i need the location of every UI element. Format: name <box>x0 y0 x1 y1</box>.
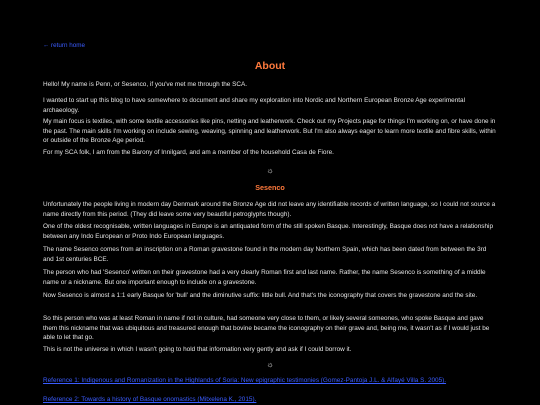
sesenco-paragraph-6: So this person who was at least Roman in name if not in culture, had someone very close to them, or likely several someones, who spoke Basque and gave them this nickname that was ubiquitous and treasured enough that bovine became the iconography on their grave and, being me, it wasn't as if I would just be able to let that go. <box>43 315 490 342</box>
reference-link-1[interactable]: Reference 1: Indigenous and Romanization in the Highlands of Soria: New epigraphic testimonies (Gomez-Pantoja J.L. & Alfayé Villa S. 2005). <box>43 377 447 384</box>
about-paragraph-purpose: I wanted to start up this blog to have somewhere to document and share my exploration into Nordic and Northern European Bronze Age experimental archaeology. <box>43 97 466 114</box>
sesenco-paragraph-5: Now Sesenco is almost a 1:1 early Basque for 'bull' and the diminutive suffix: little bull. And that's the iconography that covers the gravestone and the site. <box>43 292 478 299</box>
sesenco-heading: Sesenco <box>255 183 285 192</box>
about-heading: About <box>254 60 286 72</box>
about-paragraph-intro: Hello! My name is Penn, or Sesenco, if you've met me through the SCA. <box>43 81 248 88</box>
sesenco-paragraph-4: The person who had 'Sesenco' written on their gravestone had a very clearly Roman first and last name. Rather, the name Sesenco is something of a middle name or a nickname. But one important enough to include on a gravestone. <box>43 269 486 286</box>
reference-link-2[interactable]: Reference 2: Towards a history of Basque onomastics (Mitxelena K., 2015). <box>43 396 257 403</box>
return-home-link[interactable]: ← return home <box>43 42 85 49</box>
about-paragraph-sca: For my SCA folk, I am from the Barony of Innilgard, and am a member of the household Casa de Fiore. <box>43 149 334 156</box>
sesenco-paragraph-3: The name Sesenco comes from an inscription on a Roman gravestone found in the modern day Northern Spain, which has been dated from between the 3rd and 1st centuries BCE. <box>43 246 487 263</box>
sun-divider-icon: ☼ <box>266 166 274 175</box>
about-paragraph-focus: My main focus is textiles, with some textile accessories like pins, netting and leatherwork. Check out my Projects page for things I'm working on, or have done in the past. The main skills I'm working on include sewing, weaving, spinning and leatherwork. But I'm also always eager to learn more textile and fibre skills, within or outside of the Bronze Age period. <box>43 118 496 145</box>
sesenco-paragraph-7: This is not the universe in which I wasn't going to hold that information very gently and ask if I could borrow it. <box>43 346 352 353</box>
sesenco-paragraph-2: One of the oldest recognisable, written languages in Europe is an antiquated form of the still spoken Basque. Interestingly, Basque does not have a relationship between any Indo European or Proto Indo European languages. <box>43 223 493 240</box>
sun-divider-icon-2: ☼ <box>266 360 274 369</box>
sesenco-paragraph-1: Unfortunately the people living in modern day Denmark around the Bronze Age did not leave any identifiable records of written language, so I could not source a name directly from this period. (They did leave some very beautiful petroglyphs though). <box>43 201 496 218</box>
